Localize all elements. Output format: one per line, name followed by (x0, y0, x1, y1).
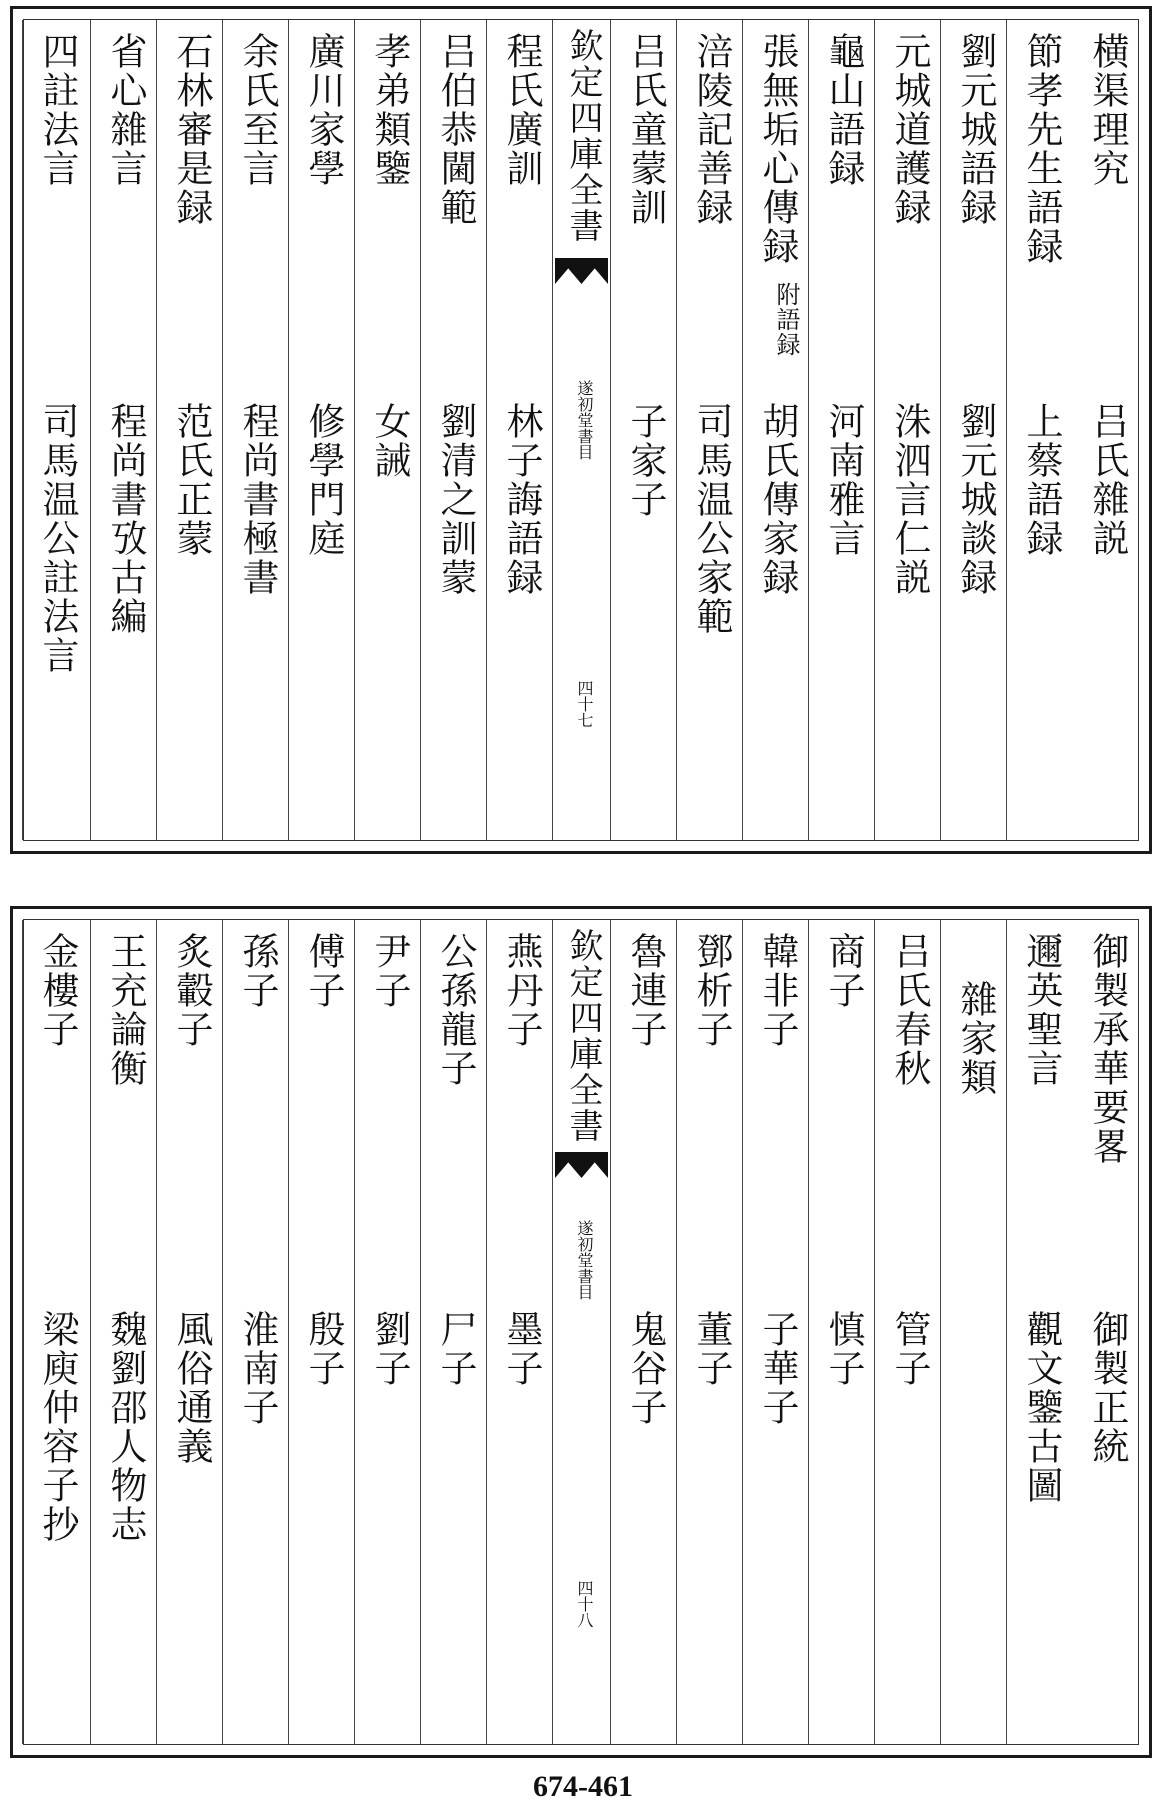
catalog-name: 遂初堂書目 (575, 1220, 594, 1300)
book-title: 魏劉邵人物志 (104, 1310, 147, 1544)
page-number: 674-461 (533, 1770, 633, 1803)
series-title: 欽定四庫全書 (563, 28, 603, 244)
text-column (940, 920, 1006, 1744)
text-column (222, 920, 288, 1744)
text-column (940, 20, 1006, 840)
folio-number: 四十七 (575, 680, 594, 728)
book-title: 子家子 (624, 402, 667, 519)
book-title: 劉元城語録 (954, 32, 997, 227)
book-title: 林子誨語録 (500, 402, 543, 597)
book-title: 吕伯恭閫範 (434, 32, 477, 227)
book-title: 金樓子 (36, 932, 79, 1049)
book-title: 慎子 (822, 1310, 865, 1388)
series-title: 欽定四庫全書 (563, 928, 603, 1144)
book-title: 女誡 (368, 402, 411, 480)
book-title: 劉清之訓蒙 (434, 402, 477, 597)
text-column (1072, 20, 1138, 840)
book-title: 吕氏春秋 (888, 932, 931, 1088)
book-title: 元城道護録 (888, 32, 931, 227)
fish-tail-ornament (555, 258, 608, 284)
center-fold-column (552, 920, 610, 1744)
book-title: 淮南子 (236, 1310, 279, 1427)
text-column (742, 920, 808, 1744)
book-title: 韓非子 (756, 932, 799, 1049)
text-column (354, 920, 420, 1744)
book-title: 程尚書極書 (236, 402, 279, 597)
book-title: 管子 (888, 1310, 931, 1388)
text-column (90, 20, 156, 840)
book-title: 程尚書攷古編 (104, 402, 147, 636)
text-column (1006, 920, 1072, 1744)
book-title: 鄧析子 (690, 932, 733, 1049)
text-column (22, 20, 90, 840)
text-column (22, 920, 90, 1744)
book-title: 涪陵記善録 (690, 32, 733, 227)
book-title: 孝弟類鑒 (368, 32, 411, 188)
book-title: 御製承華要畧 (1086, 932, 1129, 1166)
text-column (676, 920, 742, 1744)
center-fold-column (552, 20, 610, 840)
text-column (420, 20, 486, 840)
text-column (288, 20, 354, 840)
text-column (742, 20, 808, 840)
folio-number: 四十八 (575, 1580, 594, 1628)
book-title: 公孫龍子 (434, 932, 477, 1088)
text-column (486, 20, 552, 840)
text-column (420, 920, 486, 1744)
book-title: 節孝先生語録 (1020, 32, 1063, 266)
text-column (1006, 20, 1072, 840)
book-title: 董子 (690, 1310, 733, 1388)
book-title: 鬼谷子 (624, 1310, 667, 1427)
book-title: 修學門庭 (302, 402, 345, 558)
page-panel-bottom (10, 906, 1152, 1758)
book-title: 司馬温公註法言 (36, 402, 79, 675)
book-title: 劉元城談録 (954, 402, 997, 597)
book-title: 省心雜言 (104, 32, 147, 188)
category-heading: 雜家類 (954, 980, 997, 1097)
book-title: 王充論衡 (104, 932, 147, 1088)
book-title: 劉子 (368, 1310, 411, 1388)
book-title: 邇英聖言 (1020, 932, 1063, 1088)
book-title: 程氏廣訓 (500, 32, 543, 188)
book-title: 胡氏傳家録 (756, 402, 799, 597)
text-column (486, 920, 552, 1744)
book-title: 尸子 (434, 1310, 477, 1388)
book-title: 龜山語録 (822, 32, 865, 188)
book-title: 上蔡語録 (1020, 402, 1063, 558)
book-annotation: 附語録 (772, 282, 800, 357)
fish-tail-ornament (555, 1152, 608, 1178)
text-column (90, 920, 156, 1744)
text-column (354, 20, 420, 840)
book-title: 廣川家學 (302, 32, 345, 188)
book-title: 子華子 (756, 1310, 799, 1427)
book-title: 河南雅言 (822, 402, 865, 558)
book-title: 横渠理究 (1086, 32, 1129, 188)
book-title: 吕氏童蒙訓 (624, 32, 667, 227)
text-column (808, 20, 874, 840)
catalog-name: 遂初堂書目 (575, 380, 594, 460)
book-title: 余氏至言 (236, 32, 279, 188)
book-title: 墨子 (500, 1310, 543, 1388)
book-title: 觀文鑒古圖 (1020, 1310, 1063, 1505)
book-title: 梁庾仲容子抄 (36, 1310, 79, 1544)
book-title: 吕氏雜説 (1086, 402, 1129, 558)
text-column (610, 920, 676, 1744)
book-title: 洙泗言仁説 (888, 402, 931, 597)
text-column (288, 920, 354, 1744)
book-title: 司馬温公家範 (690, 402, 733, 636)
book-title: 炙轂子 (170, 932, 213, 1049)
book-title: 魯連子 (624, 932, 667, 1049)
text-column (610, 20, 676, 840)
book-title: 范氏正蒙 (170, 402, 213, 558)
book-title: 御製正統 (1086, 1310, 1129, 1466)
panel-frame (23, 19, 1139, 841)
book-title: 四註法言 (36, 32, 79, 188)
book-title: 殷子 (302, 1310, 345, 1388)
text-column (1072, 920, 1138, 1744)
page-panel-top (10, 6, 1152, 854)
book-title: 商子 (822, 932, 865, 1010)
text-column (222, 20, 288, 840)
book-title: 傅子 (302, 932, 345, 1010)
book-title: 孫子 (236, 932, 279, 1010)
text-column (874, 20, 940, 840)
text-column (156, 20, 222, 840)
text-column (676, 20, 742, 840)
book-title: 風俗通義 (170, 1310, 213, 1466)
text-column (156, 920, 222, 1744)
book-title: 石林審是録 (170, 32, 213, 227)
book-title: 燕丹子 (500, 932, 543, 1049)
book-title: 張無垢心傳録 (756, 32, 799, 266)
text-column (808, 920, 874, 1744)
panel-frame (23, 919, 1139, 1745)
book-title: 尹子 (368, 932, 411, 1010)
text-column (874, 920, 940, 1744)
